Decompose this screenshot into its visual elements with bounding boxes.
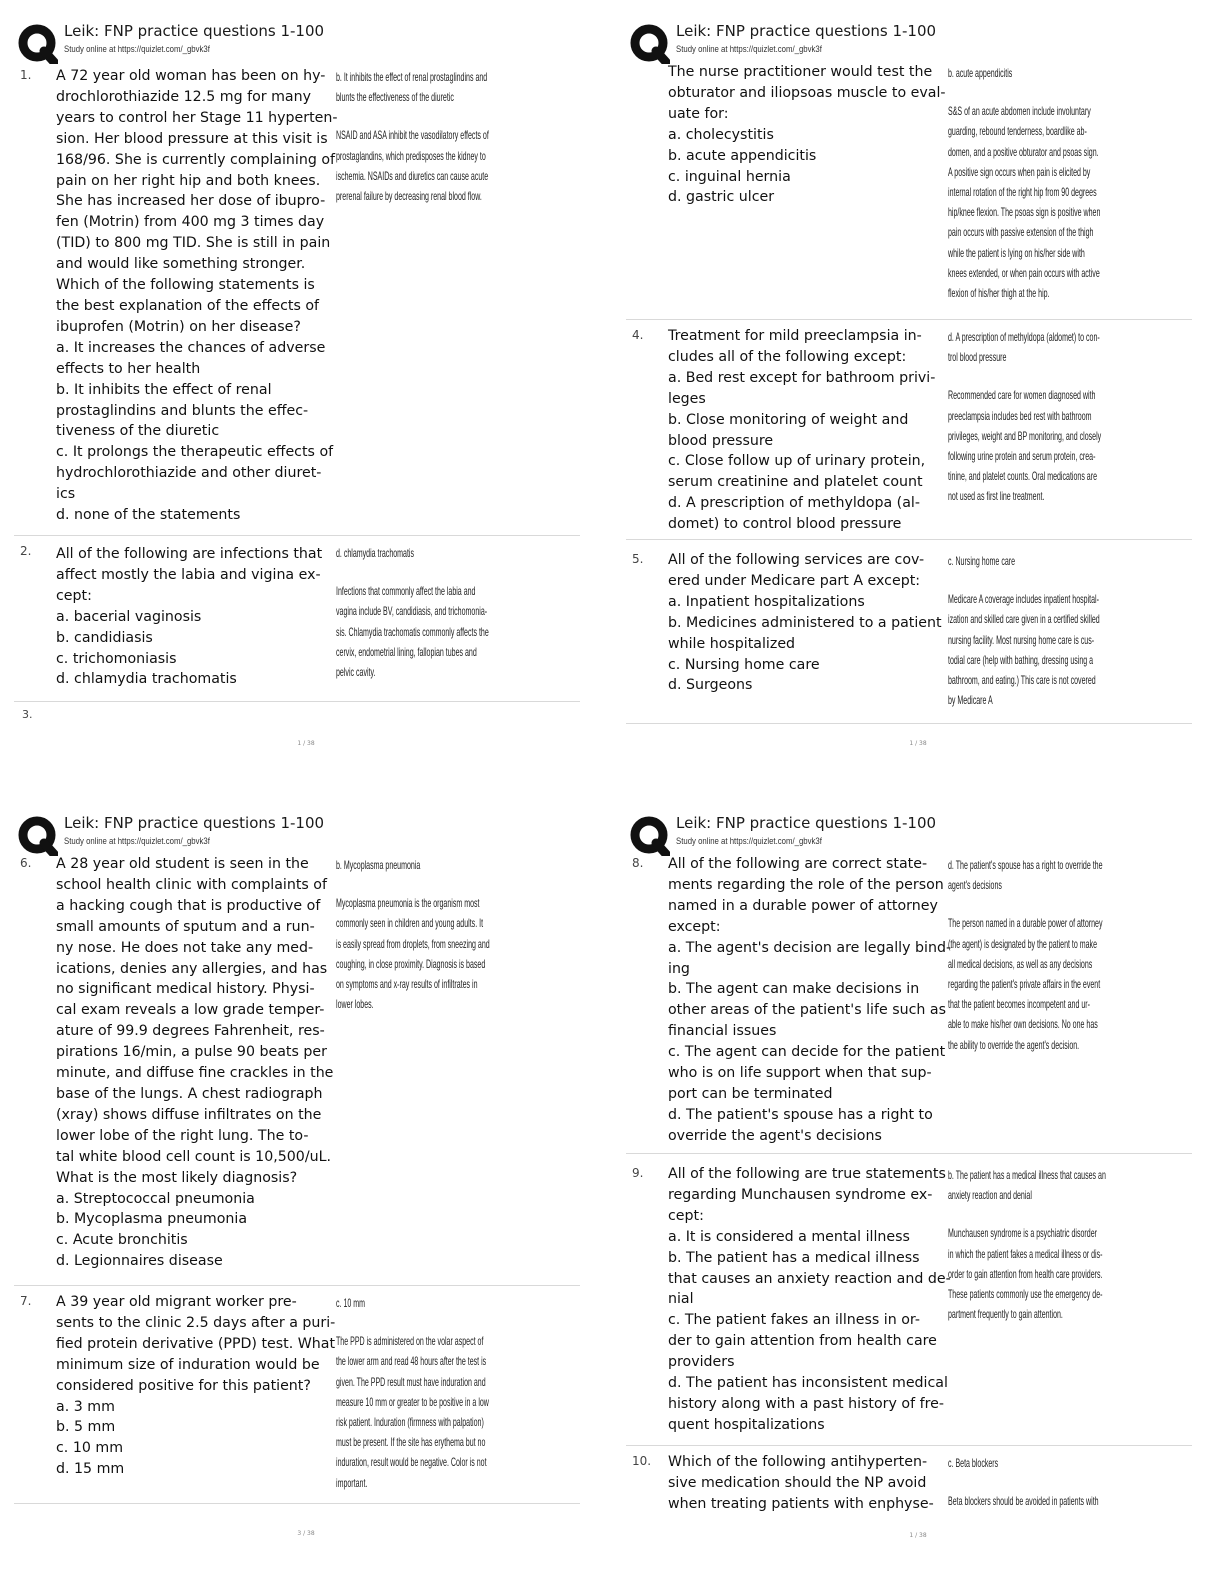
text-line: nial	[668, 1291, 694, 1308]
text-line: b. It inhibits the effect of renal	[56, 381, 272, 398]
text-line: b. 5 mm	[56, 1419, 116, 1436]
text-line: no significant medical history. Physi-	[56, 981, 315, 998]
text-line: prostaglindins and blunts the effec-	[56, 402, 309, 419]
text-line: school health clinic with complaints of	[56, 876, 327, 893]
text-line: a. bacerial vaginosis	[56, 608, 202, 625]
text-line: important.	[336, 1476, 368, 1490]
text-line: lower lobes.	[336, 998, 374, 1012]
page-3	[0, 792, 612, 1584]
question-number: 6.	[20, 856, 32, 870]
page-title: Leik: FNP practice questions 1-100	[64, 814, 325, 832]
question-text	[668, 326, 944, 535]
question-number: 8.	[632, 856, 644, 870]
text-line: d. Surgeons	[668, 677, 753, 694]
text-line: What is the most likely diagnosis?	[56, 1169, 298, 1186]
text-line: Mycoplasma pneumonia is the organism most	[336, 897, 480, 911]
text-line: vagina include BV, candidiasis, and trichomonia-	[336, 605, 488, 619]
question-card	[14, 854, 580, 1286]
text-line: The person named in a durable power of attorney	[948, 917, 1103, 931]
question-card	[14, 542, 580, 702]
text-line: b. Mycoplasma pneumonia	[56, 1211, 248, 1228]
text-line: c. inguinal hernia	[668, 168, 791, 185]
text-line: All of the following are true statements	[668, 1166, 946, 1182]
text-line: a. It is considered a mental illness	[668, 1228, 910, 1245]
text-line: Munchausen syndrome is a psychiatric disorder	[948, 1227, 1097, 1241]
text-line: cept:	[668, 1207, 704, 1224]
text-line: on symptoms and x-ray results of infiltrates in	[336, 978, 478, 992]
text-line: the ability to override the agent's decision.	[948, 1038, 1080, 1052]
text-line: A 72 year old woman has been on hy-	[56, 68, 326, 84]
text-line: c. Nursing home care	[948, 555, 1016, 568]
text-line: bathroom, and eating.) This care is not covered	[948, 674, 1096, 688]
text-line: affect mostly the labia and vigina ex-	[56, 566, 321, 583]
text-line: pain occurs with passive extension of the thigh	[948, 226, 1094, 240]
text-line: All of the following are correct state-	[668, 856, 928, 872]
question-card	[626, 1452, 1192, 1522]
quizlet-logo-icon	[18, 24, 58, 64]
text-line: The nurse practitioner would test the	[668, 64, 933, 80]
text-line: risk patient. Induration (firmness with palpation)	[336, 1416, 484, 1430]
text-line: A positive sign occurs when pain is elicited by	[948, 165, 1091, 179]
text-line: Which of the following statements is	[56, 277, 315, 294]
text-line: tinine, and platelet counts. Oral medications are	[948, 470, 1098, 484]
text-line: obturator and iliopsoas muscle to eval-	[668, 84, 946, 101]
text-line: All of the following services are cov-	[668, 552, 925, 568]
text-line: domen, and a positive obturator and psoas sign.	[948, 145, 1099, 159]
answer-block	[336, 68, 580, 207]
text-line: ibuprofen (Motrin) on her disease?	[56, 318, 301, 335]
text-line: b. It inhibits the effect of renal prostaglindins and	[336, 71, 488, 84]
text-line: cal exam reveals a low grade temper-	[56, 1002, 325, 1019]
text-line: b. acute appendicitis	[668, 147, 817, 164]
text-line: Beta blockers should be avoided in patients with	[948, 1495, 1099, 1509]
question-text	[668, 1452, 944, 1515]
question-number: 5.	[632, 552, 644, 566]
text-line: partment frequently to gain attention.	[948, 1308, 1063, 1322]
page-title: Leik: FNP practice questions 1-100	[64, 22, 325, 40]
question-text	[668, 62, 944, 208]
text-line: NSAID and ASA inhibit the vasodilatory effects of	[336, 129, 489, 143]
text-line: in which the patient fakes a medical illness or dis-	[948, 1247, 1103, 1261]
text-line: ization and skilled care given in a certified skilled	[948, 613, 1100, 627]
text-line: a. The agent's decision are legally bind-	[668, 939, 952, 956]
text-line: history along with a past history of fre-	[668, 1395, 944, 1412]
text-line: d. 15 mm	[56, 1461, 125, 1478]
text-line: b. The patient has a medical illness that causes an	[948, 1169, 1106, 1182]
text-line: blunts the effectiveness of the diuretic	[336, 91, 454, 105]
explanation-text	[336, 582, 526, 683]
text-line: ments regarding the role of the person	[668, 876, 944, 893]
text-line: a. Inpatient hospitalizations	[668, 593, 865, 610]
text-line: nursing facility. Most nursing home care is cus-	[948, 633, 1095, 647]
text-line: c. Close follow up of urinary protein,	[668, 453, 926, 470]
text-line: must be present. If the site has erythema but no	[336, 1436, 486, 1450]
text-line: c. 10 mm	[56, 1440, 124, 1457]
text-line: the best explanation of the effects of	[56, 297, 320, 314]
text-line: cept:	[56, 587, 92, 604]
question-number: 10.	[632, 1454, 652, 1468]
text-line: hip/knee flexion. The psoas sign is positive when	[948, 206, 1101, 220]
text-line: c. The patient fakes an illness in or-	[668, 1312, 920, 1329]
study-link[interactable]: Study online at https://quizlet.com/_gbvk3f	[64, 44, 210, 55]
text-line: given. The PPD result must have induration and	[336, 1375, 486, 1389]
text-line: d. The patient has inconsistent medical	[668, 1375, 948, 1392]
answer-text	[336, 856, 526, 876]
answer-text	[336, 68, 526, 108]
explanation-text	[948, 102, 1138, 304]
text-line: All of the following are infections that	[56, 546, 323, 562]
text-line: She has increased her dose of ibupro-	[56, 193, 326, 210]
text-line: uate for:	[668, 105, 729, 122]
text-line: d. gastric ulcer	[668, 189, 775, 206]
page-number: 1 / 38	[297, 740, 315, 747]
answer-text	[336, 544, 526, 564]
text-line: is easily spread from droplets, from sneezing and	[336, 937, 490, 951]
page-2	[612, 0, 1224, 792]
text-line: d. none of the statements	[56, 507, 241, 524]
page-4	[612, 792, 1224, 1584]
text-line: knees extended, or when pain occurs with active	[948, 266, 1100, 280]
question-card	[626, 550, 1192, 724]
explanation-text	[948, 1224, 1138, 1325]
text-line: b. Mycoplasma pneumonia	[336, 859, 421, 872]
text-line: port can be terminated	[668, 1085, 833, 1102]
text-line: ered under Medicare part A except:	[668, 572, 921, 589]
text-line: c. 10 mm	[336, 1297, 366, 1310]
page-header	[626, 20, 1204, 60]
answer-text	[948, 1454, 1138, 1474]
page-number: 1 / 38	[909, 740, 927, 747]
question-text	[668, 854, 952, 1147]
text-line: These patients commonly use the emergency de-	[948, 1288, 1103, 1302]
quizlet-logo-icon	[630, 24, 670, 64]
text-line: pirations 16/min, a pulse 90 beats per	[56, 1044, 327, 1061]
text-line: following urine protein and serum protein, crea-	[948, 450, 1096, 464]
text-line: all medical decisions, as well as any decisions	[948, 957, 1093, 971]
text-line: The PPD is administered on the volar aspect of	[336, 1335, 484, 1349]
text-line: Recommended care for women diagnosed with	[948, 389, 1096, 403]
text-line: S&S of an acute abdomen include involuntary	[948, 105, 1091, 119]
text-line: drochlorothiazide 12.5 mg for many	[56, 88, 312, 105]
question-text	[668, 1164, 951, 1436]
text-line: effects to her health	[56, 360, 201, 377]
text-line: prostaglandins, which predisposes the kidney to	[336, 149, 486, 163]
text-line: a hacking cough that is productive of	[56, 897, 321, 914]
page-header	[626, 812, 1204, 852]
text-line: Which of the following antihyperten-	[668, 1454, 928, 1470]
text-line: years to control her Stage 11 hyperten-	[56, 109, 338, 126]
answer-block	[336, 856, 580, 1015]
quizlet-logo-icon	[18, 816, 58, 856]
text-line: ing	[668, 960, 690, 977]
answer-block	[948, 856, 1192, 1056]
answer-text	[948, 552, 1138, 572]
question-number: 7.	[20, 1294, 32, 1308]
text-line: other areas of the patient's life such as	[668, 1002, 946, 1019]
text-line: ics	[56, 486, 76, 503]
answer-block	[336, 544, 580, 683]
text-line: quent hospitalizations	[668, 1416, 825, 1433]
text-line: ications, denies any allergies, and has	[56, 960, 328, 977]
question-card	[14, 1292, 580, 1504]
text-line: b. Medicines administered to a patient	[668, 614, 942, 631]
text-line: sion. Her blood pressure at this visit is	[56, 130, 328, 147]
text-line: financial issues	[668, 1023, 777, 1040]
text-line: prerenal failure by decreasing renal blood flow.	[336, 190, 482, 204]
explanation-text	[336, 126, 526, 207]
question-text	[668, 550, 944, 696]
answer-text	[948, 64, 1138, 84]
page-1	[0, 0, 612, 792]
text-line: tal white blood cell count is 10,500/uL.	[56, 1148, 332, 1165]
explanation-text	[948, 1492, 1138, 1512]
text-line: able to make his/her own decisions. No one has	[948, 1018, 1098, 1032]
text-line: (TID) to 800 mg TID. She is still in pain	[56, 235, 331, 252]
text-line: der to gain attention from health care	[668, 1333, 937, 1350]
question-number: 3.	[22, 708, 33, 721]
question-number: 9.	[632, 1166, 644, 1180]
text-line: serum creatinine and platelet count	[668, 474, 923, 491]
text-line: a. cholecystitis	[668, 126, 774, 143]
text-line: regarding the patient's private affairs in the event	[948, 978, 1101, 992]
text-line: d. Legionnaires disease	[56, 1253, 223, 1270]
question-card	[626, 1164, 1192, 1446]
text-line: tiveness of the diuretic	[56, 423, 220, 440]
text-line: privileges, weight and BP monitoring, and closely	[948, 429, 1102, 443]
page-title: Leik: FNP practice questions 1-100	[676, 814, 937, 832]
answer-text	[948, 1166, 1138, 1206]
text-line: (the agent) is designated by the patient to make	[948, 937, 1098, 951]
text-line: sents to the clinic 2.5 days after a puri-	[56, 1314, 336, 1331]
answer-block	[948, 64, 1192, 304]
text-line: that causes an anxiety reaction and de-	[668, 1270, 951, 1287]
text-line: preeclampsia includes bed rest with bathroom	[948, 409, 1092, 423]
question-number: 1.	[20, 68, 32, 82]
question-card	[626, 62, 1192, 320]
text-line: b. The patient has a medical illness	[668, 1249, 920, 1266]
text-line: b. Close monitoring of weight and	[668, 411, 909, 428]
text-line: ny nose. He does not take any med-	[56, 939, 314, 956]
text-line: a. Streptococcal pneumonia	[56, 1190, 255, 1207]
text-line: small amounts of sputum and a run-	[56, 918, 315, 935]
page-number: 1 / 38	[909, 1532, 927, 1539]
study-link[interactable]: Study online at https://quizlet.com/_gbvk3f	[676, 44, 822, 55]
question-text	[56, 66, 338, 526]
text-line: pain on her right hip and both knees.	[56, 172, 321, 189]
answer-text	[948, 328, 1138, 368]
question-card	[14, 66, 580, 536]
page-header	[14, 20, 592, 60]
text-line: d. The patient's spouse has a right to	[668, 1106, 933, 1123]
question-text	[56, 854, 332, 1272]
text-line: d. chlamydia trachomatis	[336, 547, 415, 560]
text-line: c. It prolongs the therapeutic effects of	[56, 444, 334, 461]
question-text	[56, 1292, 336, 1480]
question-card	[626, 326, 1192, 540]
text-line: trol blood pressure	[948, 351, 1007, 365]
text-line: induration, result would be negative. Color is not	[336, 1456, 487, 1470]
text-line: Medicare A coverage includes inpatient hospital-	[948, 593, 1099, 607]
text-line: fied protein derivative (PPD) test. What	[56, 1335, 336, 1352]
text-line: c. trichomoniasis	[56, 650, 177, 667]
text-line: A 28 year old student is seen in the	[56, 856, 309, 872]
text-line: who is on life support when that sup-	[668, 1065, 932, 1082]
text-line: Treatment for mild preeclampsia in-	[668, 328, 922, 344]
text-line: b. The agent can make decisions in	[668, 981, 920, 998]
text-line: sive medication should the NP avoid	[668, 1474, 927, 1491]
text-line: todial care (help with bathing, dressing using a	[948, 653, 1094, 667]
answer-block	[948, 1166, 1192, 1325]
text-line: b. candidiasis	[56, 629, 153, 646]
text-line: blood pressure	[668, 432, 774, 449]
page-number: 3 / 38	[297, 1530, 315, 1537]
text-line: ischemia. NSAIDs and diuretics can cause acute	[336, 169, 489, 183]
text-line: d. The patient's spouse has a right to override the	[948, 859, 1103, 872]
text-line: d. A prescription of methyldopa (aldomet) to con-	[948, 331, 1100, 344]
text-line: and would like something stronger.	[56, 256, 306, 273]
text-line: agent's decisions	[948, 879, 1002, 893]
text-line: pelvic cavity.	[336, 666, 376, 680]
text-line: regarding Munchausen syndrome ex-	[668, 1186, 933, 1203]
text-line: sis. Chlamydia trachomatis commonly affects the	[336, 625, 489, 639]
text-line: a. It increases the chances of adverse	[56, 339, 326, 356]
text-line: coughing, in close proximity. Diagnosis is based	[336, 957, 486, 971]
explanation-text	[336, 1332, 526, 1494]
text-line: override the agent's decisions	[668, 1127, 882, 1144]
answer-text	[336, 1294, 526, 1314]
answer-block	[948, 552, 1192, 711]
text-line: leges	[668, 390, 706, 407]
text-line: cervix, endometrial lining, fallopian tubes and	[336, 645, 477, 659]
text-line: minimum size of induration would be	[56, 1356, 320, 1373]
text-line: by Medicare A	[948, 694, 993, 708]
text-line: considered positive for this patient?	[56, 1377, 311, 1394]
text-line: (xray) shows diffuse infiltrates on the	[56, 1106, 322, 1123]
answer-block	[948, 1454, 1192, 1512]
answer-block	[948, 328, 1192, 508]
text-line: b. acute appendicitis	[948, 67, 1013, 80]
text-line: lower lobe of the right lung. The to-	[56, 1127, 309, 1144]
explanation-text	[948, 590, 1138, 711]
quizlet-logo-icon	[630, 816, 670, 856]
text-line: that the patient becomes incompetent and ur-	[948, 998, 1090, 1012]
answer-text	[948, 856, 1138, 896]
text-line: commonly seen in children and young adults. It	[336, 917, 484, 931]
study-link[interactable]: Study online at https://quizlet.com/_gbvk3f	[676, 836, 822, 847]
text-line: d. A prescription of methyldopa (al-	[668, 495, 920, 512]
explanation-text	[336, 894, 526, 1015]
answer-block	[336, 1294, 580, 1494]
text-line: while the patient is lying on his/her side with	[948, 246, 1085, 260]
text-line: d. chlamydia trachomatis	[56, 671, 237, 688]
explanation-text	[948, 386, 1138, 507]
question-number: 4.	[632, 328, 644, 342]
text-line: ature of 99.9 degrees Fahrenheit, res-	[56, 1023, 325, 1040]
text-line: domet) to control blood pressure	[668, 516, 902, 533]
text-line: while hospitalized	[668, 635, 796, 652]
text-line: c. Acute bronchitis	[56, 1232, 188, 1249]
text-line: internal rotation of the right hip from 90 degrees	[948, 186, 1097, 200]
text-line: fen (Motrin) from 400 mg 3 times day	[56, 214, 325, 231]
text-line: hydrochlorothiazide and other diuret-	[56, 465, 322, 482]
text-line: order to gain attention from health care providers.	[948, 1267, 1103, 1281]
text-line: a. Bed rest except for bathroom privi-	[668, 369, 936, 386]
text-line: the lower arm and read 48 hours after the test is	[336, 1355, 487, 1369]
text-line: c. Nursing home care	[668, 656, 820, 673]
question-number: 2.	[20, 544, 32, 558]
text-line: base of the lungs. A chest radiograph	[56, 1085, 323, 1102]
text-line: when treating patients with enphyse-	[668, 1495, 934, 1512]
text-line: except:	[668, 918, 721, 935]
text-line: cludes all of the following except:	[668, 348, 907, 365]
page-header	[14, 812, 592, 852]
text-line: c. The agent can decide for the patient	[668, 1044, 946, 1061]
text-line: not used as first line treatment.	[948, 490, 1045, 504]
text-line: providers	[668, 1354, 735, 1371]
text-line: anxiety reaction and denial	[948, 1189, 1032, 1203]
text-line: a. 3 mm	[56, 1398, 115, 1415]
question-text	[56, 544, 332, 690]
page-title: Leik: FNP practice questions 1-100	[676, 22, 937, 40]
text-line: named in a durable power of attorney	[668, 897, 938, 914]
text-line: 168/96. She is currently complaining of	[56, 151, 336, 168]
question-card	[626, 854, 1192, 1154]
text-line: Infections that commonly affect the labia and	[336, 585, 476, 599]
text-line: c. Beta blockers	[948, 1457, 999, 1470]
study-link[interactable]: Study online at https://quizlet.com/_gbvk3f	[64, 836, 210, 847]
text-line: minute, and diffuse fine crackles in the	[56, 1065, 334, 1082]
text-line: guarding, rebound tenderness, boardlike ab-	[948, 125, 1087, 139]
text-line: A 39 year old migrant worker pre-	[56, 1294, 297, 1310]
text-line: flexion of his/her thigh at the hip.	[948, 287, 1050, 301]
explanation-text	[948, 914, 1138, 1055]
text-line: measure 10 mm or greater to be positive in a low	[336, 1395, 489, 1409]
